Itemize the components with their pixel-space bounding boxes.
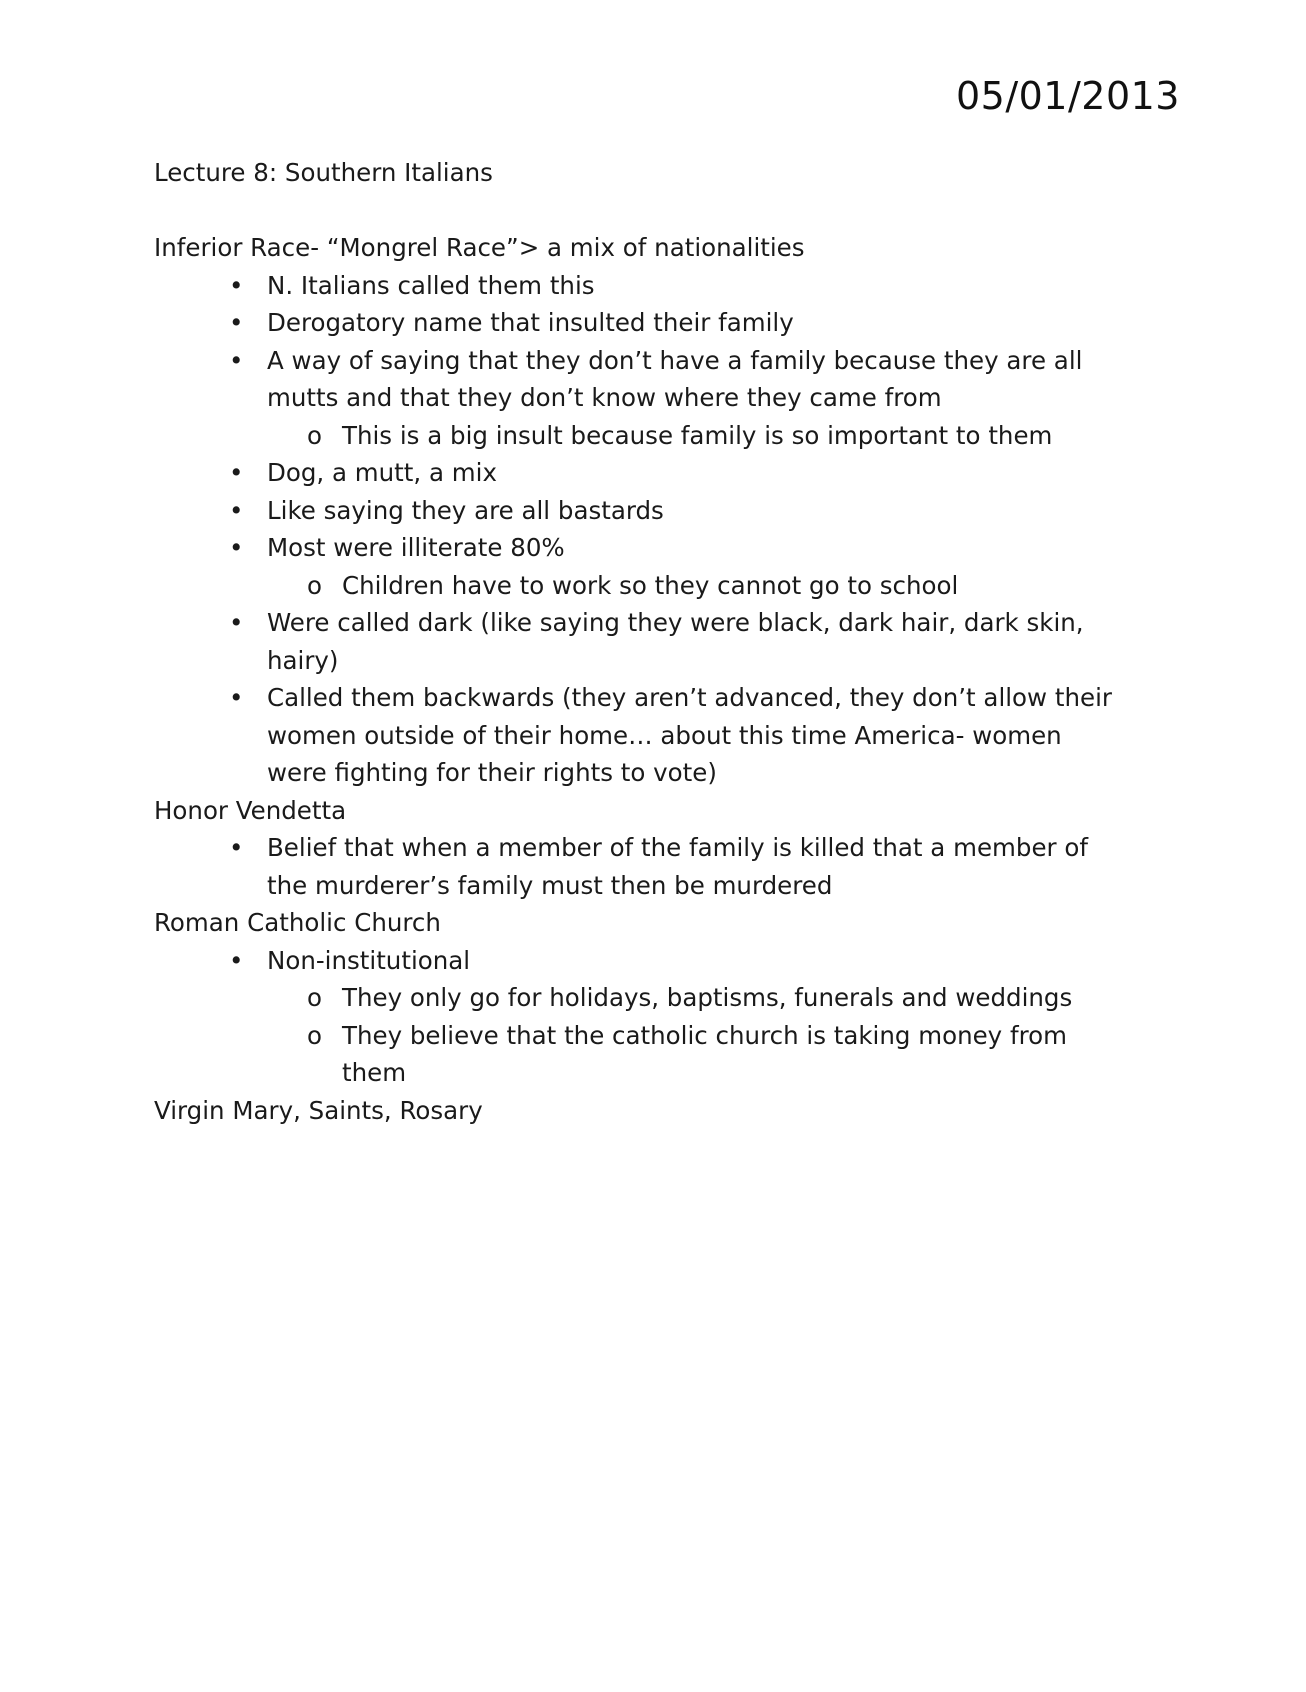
list-item [154, 267, 1154, 305]
bullet-icon: • [229, 833, 244, 862]
sub-list-item [267, 567, 1154, 605]
section [154, 792, 1154, 905]
list-item [154, 679, 1154, 792]
list-item [154, 304, 1154, 342]
list-item-text: Derogatory name that insulted their family [267, 308, 794, 337]
sub-list [267, 417, 1154, 455]
list-item [154, 492, 1154, 530]
bullet-icon: • [229, 533, 244, 562]
list-item [154, 829, 1154, 904]
list-item [154, 942, 1154, 1092]
sub-list [267, 567, 1154, 605]
sub-list-item-text: Children have to work so they cannot go to school [342, 570, 959, 600]
sub-list-item-text: This is a big insult because family is so important to them [342, 420, 1053, 450]
list-item-text: N. Italians called them this [267, 270, 595, 300]
list-item [154, 604, 1154, 679]
section-heading: Roman Catholic Church [154, 908, 441, 937]
bullet-icon: • [229, 308, 244, 337]
bullet-list [154, 829, 1154, 904]
section [154, 1092, 1154, 1130]
list-item-text: Were called dark (like saying they were black, dark hair, dark skin, hairy) [267, 608, 1084, 675]
bullet-icon: • [229, 345, 244, 375]
bullet-icon: • [229, 683, 244, 712]
bullet-list [154, 942, 1154, 1092]
lecture-title: Lecture 8: Southern Italians [154, 158, 493, 187]
section-heading: Virgin Mary, Saints, Rosary [154, 1095, 483, 1125]
bullet-icon: • [229, 458, 244, 487]
list-item [154, 454, 1154, 492]
sub-list-item [267, 1017, 1154, 1092]
section [154, 229, 1154, 792]
bullet-icon: • [229, 495, 244, 525]
sub-bullet-icon: o [307, 420, 322, 450]
sub-bullet-icon: o [307, 570, 322, 600]
document-date: 05/01/2013 [955, 74, 1180, 118]
list-item [154, 342, 1154, 455]
sub-list-item [267, 979, 1154, 1017]
bullet-icon: • [229, 270, 244, 300]
list-item-text: Dog, a mutt, a mix [267, 458, 497, 487]
bullet-icon: • [229, 608, 244, 637]
section-heading: Inferior Race- “Mongrel Race”> a mix of nationalities [154, 233, 805, 262]
bullet-icon: • [229, 945, 244, 975]
sub-bullet-icon: o [307, 1020, 322, 1050]
list-item-text: Most were illiterate 80% [267, 533, 565, 562]
list-item [154, 529, 1154, 604]
section-heading: Honor Vendetta [154, 795, 347, 825]
sub-list [267, 979, 1154, 1092]
list-item-text: Like saying they are all bastards [267, 495, 664, 525]
list-item-text: Non-institutional [267, 945, 471, 975]
list-item-text: Called them backwards (they aren’t advanced, they don’t allow their women outside of their home… about this time America- women were fighting for their rights to vote) [267, 683, 1112, 787]
sub-list-item [267, 417, 1154, 455]
section [154, 904, 1154, 1092]
bullet-list [154, 267, 1154, 792]
sub-list-item-text: They believe that the catholic church is taking money from them [342, 1020, 1067, 1087]
sub-bullet-icon: o [307, 983, 322, 1012]
list-item-text: Belief that when a member of the family is killed that a member of the murderer’s family must then be murdered [267, 833, 1089, 900]
list-item-text: A way of saying that they don’t have a family because they are all mutts and that they don’t know where they came from [267, 345, 1083, 412]
sub-list-item-text: They only go for holidays, baptisms, funerals and weddings [342, 983, 1073, 1012]
notes-body [154, 154, 1154, 1129]
